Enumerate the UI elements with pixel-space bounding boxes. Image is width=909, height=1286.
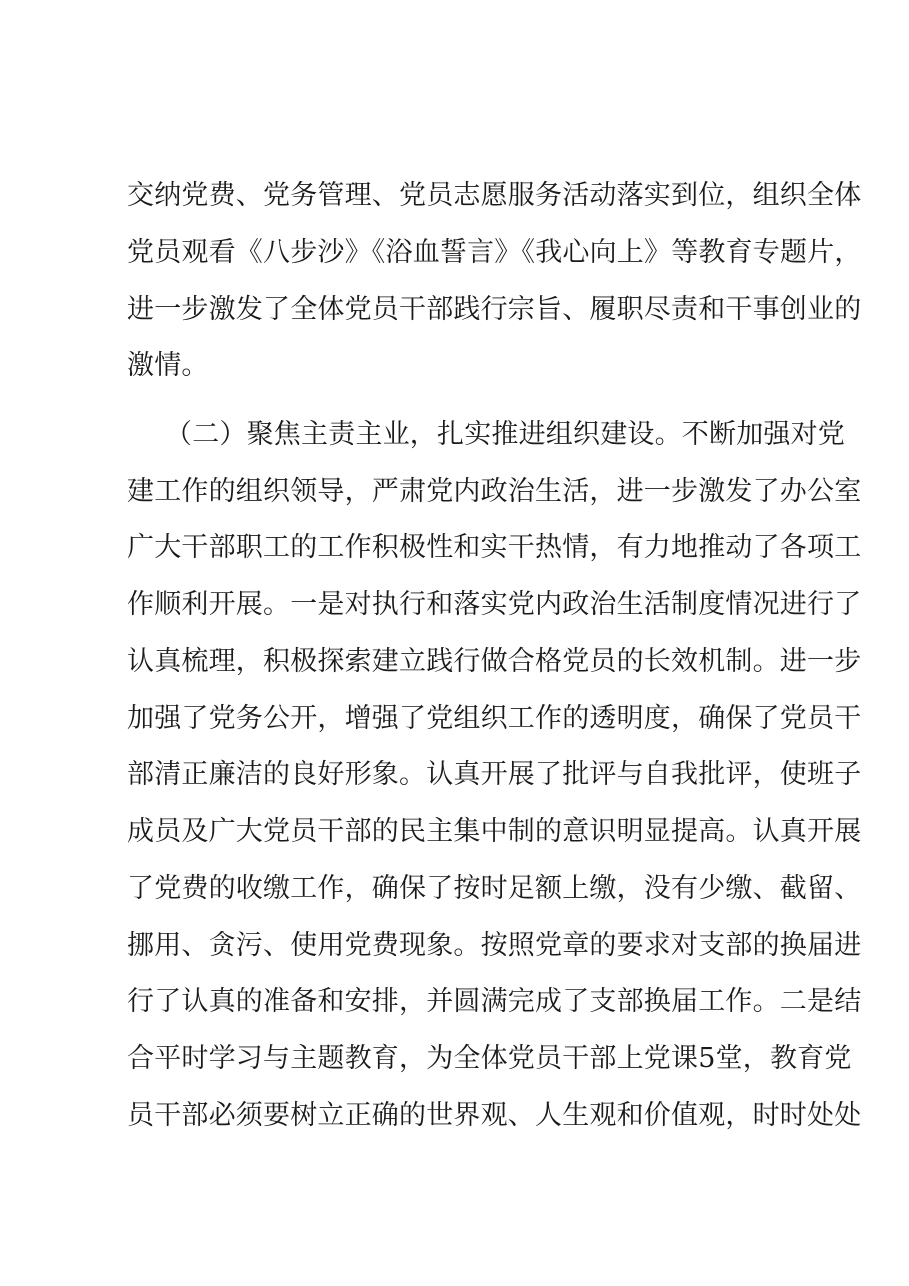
- text-line-11: [0, 748, 909, 802]
- line-text: 进一步激发了全体党员干部践行宗旨、履职尽责和干事创业的: [127, 294, 862, 325]
- text-line-3: [0, 283, 909, 337]
- text-line-8: [0, 578, 909, 632]
- line-text: 部清正廉洁的良好形象。认真开展了批评与自我批评，使班子: [127, 759, 862, 790]
- text-line-4: [0, 339, 909, 393]
- line-text: 加强了党务公开，增强了党组织工作的透明度，确保了党员干: [127, 703, 862, 734]
- line-text: 认真梳理，积极探索建立践行做合格党员的长效机制。进一步: [127, 646, 862, 677]
- text-line-17: [0, 1089, 909, 1143]
- text-line-9: [0, 635, 909, 689]
- text-line-13: [0, 862, 909, 916]
- line-text: 合平时学习与主题教育，为全体党员干部上党课5堂，教育党: [127, 1043, 852, 1074]
- line-text: 行了认真的准备和安排，并圆满完成了支部换届工作。二是结: [127, 986, 862, 1017]
- text-line-16: [0, 1032, 909, 1086]
- text-line-6: [0, 465, 909, 519]
- text-line-7: [0, 521, 909, 575]
- line-text: 建工作的组织领导，严肃党内政治生活，进一步激发了办公室: [127, 476, 862, 507]
- line-text: 交纳党费、党务管理、党员志愿服务活动落实到位，组织全体: [127, 180, 862, 211]
- line-text: 广大干部职工的工作积极性和实干热情，有力地推动了各项工: [127, 532, 862, 563]
- text-line-15: [0, 975, 909, 1029]
- line-text: 挪用、贪污、使用党费现象。按照党章的要求对支部的换届进: [127, 930, 862, 961]
- line-text: 党员观看《八步沙》《浴血誓言》《我心向上》等教育专题片，: [127, 237, 862, 268]
- text-line-1: [0, 169, 909, 223]
- line-text: 员干部必须要树立正确的世界观、人生观和价值观，时时处处: [127, 1100, 862, 1131]
- line-text: 成员及广大党员干部的民主集中制的意识明显提高。认真开展: [127, 816, 862, 847]
- text-line-2: [0, 226, 909, 280]
- text-line-14: [0, 919, 909, 973]
- line-text: 激情。: [127, 350, 209, 381]
- text-line-10: [0, 692, 909, 746]
- text-line-12: [0, 805, 909, 859]
- line-text: 作顺利开展。一是对执行和落实党内政治生活制度情况进行了: [127, 589, 862, 620]
- section-heading-line: [0, 408, 909, 462]
- section-heading: （二）聚焦主责主业，扎实推进组织建设。不断加强对党: [165, 419, 845, 450]
- line-text: 了党费的收缴工作，确保了按时足额上缴，没有少缴、截留、: [127, 873, 862, 904]
